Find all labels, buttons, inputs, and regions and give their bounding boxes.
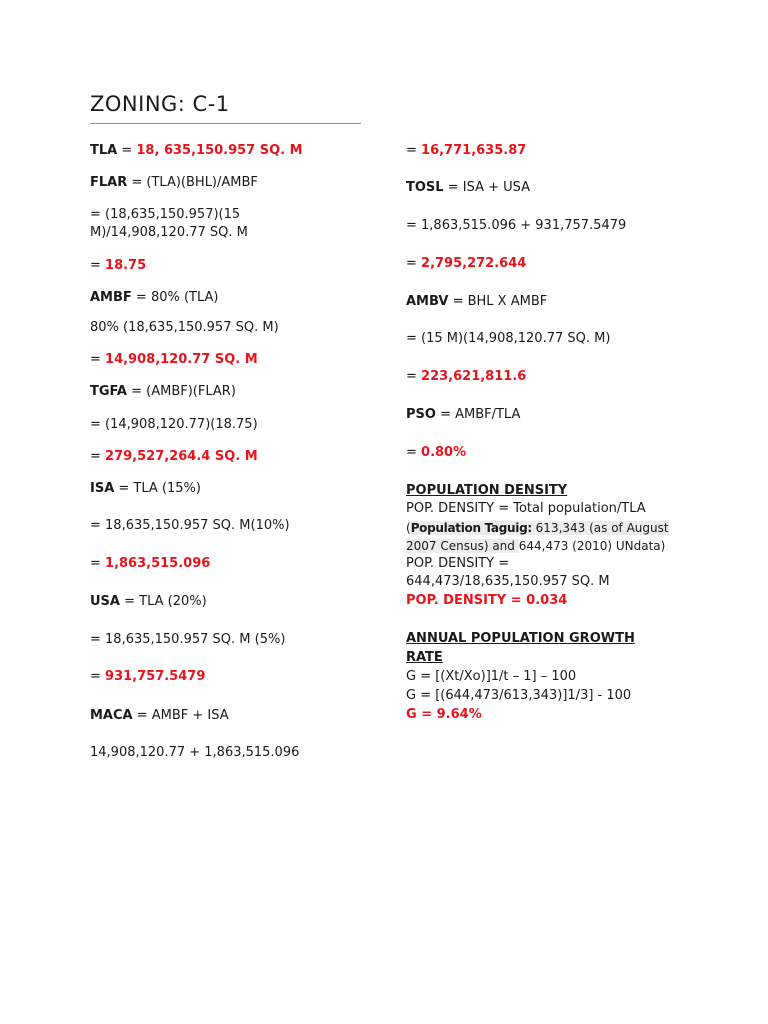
ambv-result-line: = 223,621,811.6 xyxy=(406,369,527,384)
ambv-line: AMBV = BHL X AMBF xyxy=(406,294,548,309)
tgfa-result: 279,527,264.4 SQ. M xyxy=(105,449,258,464)
pso-result: 0.80% xyxy=(421,445,467,460)
isa-label: ISA xyxy=(90,481,115,496)
population-density-heading: POPULATION DENSITY xyxy=(406,483,568,498)
growth-rate-formula: G = [(Xt/Xo)]1/t – 1] – 100 xyxy=(406,669,577,684)
flar-calc-line-1: = (18,635,150.957)(15 xyxy=(90,207,241,222)
usa-label: USA xyxy=(90,594,120,609)
pso-line: PSO = AMBF/TLA xyxy=(406,407,521,422)
population-density-result: POP. DENSITY = 0.034 xyxy=(406,593,568,608)
flar-calc-line-2: M)/14,908,120.77 SQ. M xyxy=(90,225,248,240)
tgfa-result-line: = 279,527,264.4 SQ. M xyxy=(90,449,258,464)
ambf-calc-line: 80% (18,635,150.957 SQ. M) xyxy=(90,320,279,335)
isa-result: 1,863,515.096 xyxy=(105,556,211,571)
ambv-label: AMBV xyxy=(406,294,449,309)
maca-calc-line: 14,908,120.77 + 1,863,515.096 xyxy=(90,745,300,760)
flar-label: FLAR xyxy=(90,175,128,190)
population-density-formula: POP. DENSITY = Total population/TLA xyxy=(406,501,646,516)
maca-result: 16,771,635.87 xyxy=(421,143,527,158)
population-density-calc-2: 644,473/18,635,150.957 SQ. M xyxy=(406,574,610,589)
growth-rate-heading-2: RATE xyxy=(406,650,443,665)
tosl-label: TOSL xyxy=(406,180,444,195)
tosl-result: 2,795,272.644 xyxy=(421,256,527,271)
title-underline xyxy=(90,123,361,124)
population-undata-text: 644,473 (2010) UNdata) xyxy=(518,539,666,553)
maca-result-line: = 16,771,635.87 xyxy=(406,143,527,158)
tosl-calc-line: = 1,863,515.096 + 931,757.5479 xyxy=(406,218,627,233)
population-source-line-1: (Population Taguig: 613,343 (as of August xyxy=(406,521,669,535)
maca-label: MACA xyxy=(90,708,133,723)
isa-line: ISA = TLA (15%) xyxy=(90,481,201,496)
growth-rate-calc: G = [(644,473/613,343)]1/3] - 100 xyxy=(406,688,632,703)
population-taguig-label: Population Taguig: xyxy=(410,521,532,535)
ambf-result: 14,908,120.77 SQ. M xyxy=(105,352,258,367)
pso-label: PSO xyxy=(406,407,436,422)
population-taguig-value: 613,343 (as of August xyxy=(531,521,669,535)
flar-line: FLAR = (TLA)(BHL)/AMBF xyxy=(90,175,258,190)
maca-line: MACA = AMBF + ISA xyxy=(90,708,229,723)
population-density-calc-1: POP. DENSITY = xyxy=(406,556,510,571)
isa-calc-line: = 18,635,150.957 SQ. M(10%) xyxy=(90,518,290,533)
tosl-result-line: = 2,795,272.644 xyxy=(406,256,527,271)
usa-result: 931,757.5479 xyxy=(105,669,206,684)
population-census-text: 2007 Census) and xyxy=(406,539,519,553)
tgfa-label: TGFA xyxy=(90,384,127,399)
usa-result-line: = 931,757.5479 xyxy=(90,669,206,684)
ambv-result: 223,621,811.6 xyxy=(421,369,527,384)
population-source-line-2 xyxy=(406,537,665,555)
flar-result: 18.75 xyxy=(105,258,147,273)
ambf-label: AMBF xyxy=(90,290,132,305)
ambf-line: AMBF = 80% (TLA) xyxy=(90,290,219,305)
tla-value: 18, 635,150.957 SQ. M xyxy=(136,143,303,158)
pso-result-line: = 0.80% xyxy=(406,445,467,460)
page-title: ZONING: C-1 xyxy=(90,92,230,116)
growth-rate-result: G = 9.64% xyxy=(406,707,482,722)
flar-result-line: = 18.75 xyxy=(90,258,147,273)
tgfa-line: TGFA = (AMBF)(FLAR) xyxy=(90,384,236,399)
growth-rate-heading-1: ANNUAL POPULATION GROWTH xyxy=(406,631,635,646)
ambf-result-line: = 14,908,120.77 SQ. M xyxy=(90,352,258,367)
tgfa-calc-line: = (14,908,120.77)(18.75) xyxy=(90,417,258,432)
usa-calc-line: = 18,635,150.957 SQ. M (5%) xyxy=(90,632,286,647)
ambv-calc-line: = (15 M)(14,908,120.77 SQ. M) xyxy=(406,331,611,346)
tla-line: TLA = 18, 635,150.957 SQ. M xyxy=(90,143,303,158)
usa-line: USA = TLA (20%) xyxy=(90,594,207,609)
isa-result-line: = 1,863,515.096 xyxy=(90,556,211,571)
tosl-line: TOSL = ISA + USA xyxy=(406,180,531,195)
tla-label: TLA xyxy=(90,143,118,158)
